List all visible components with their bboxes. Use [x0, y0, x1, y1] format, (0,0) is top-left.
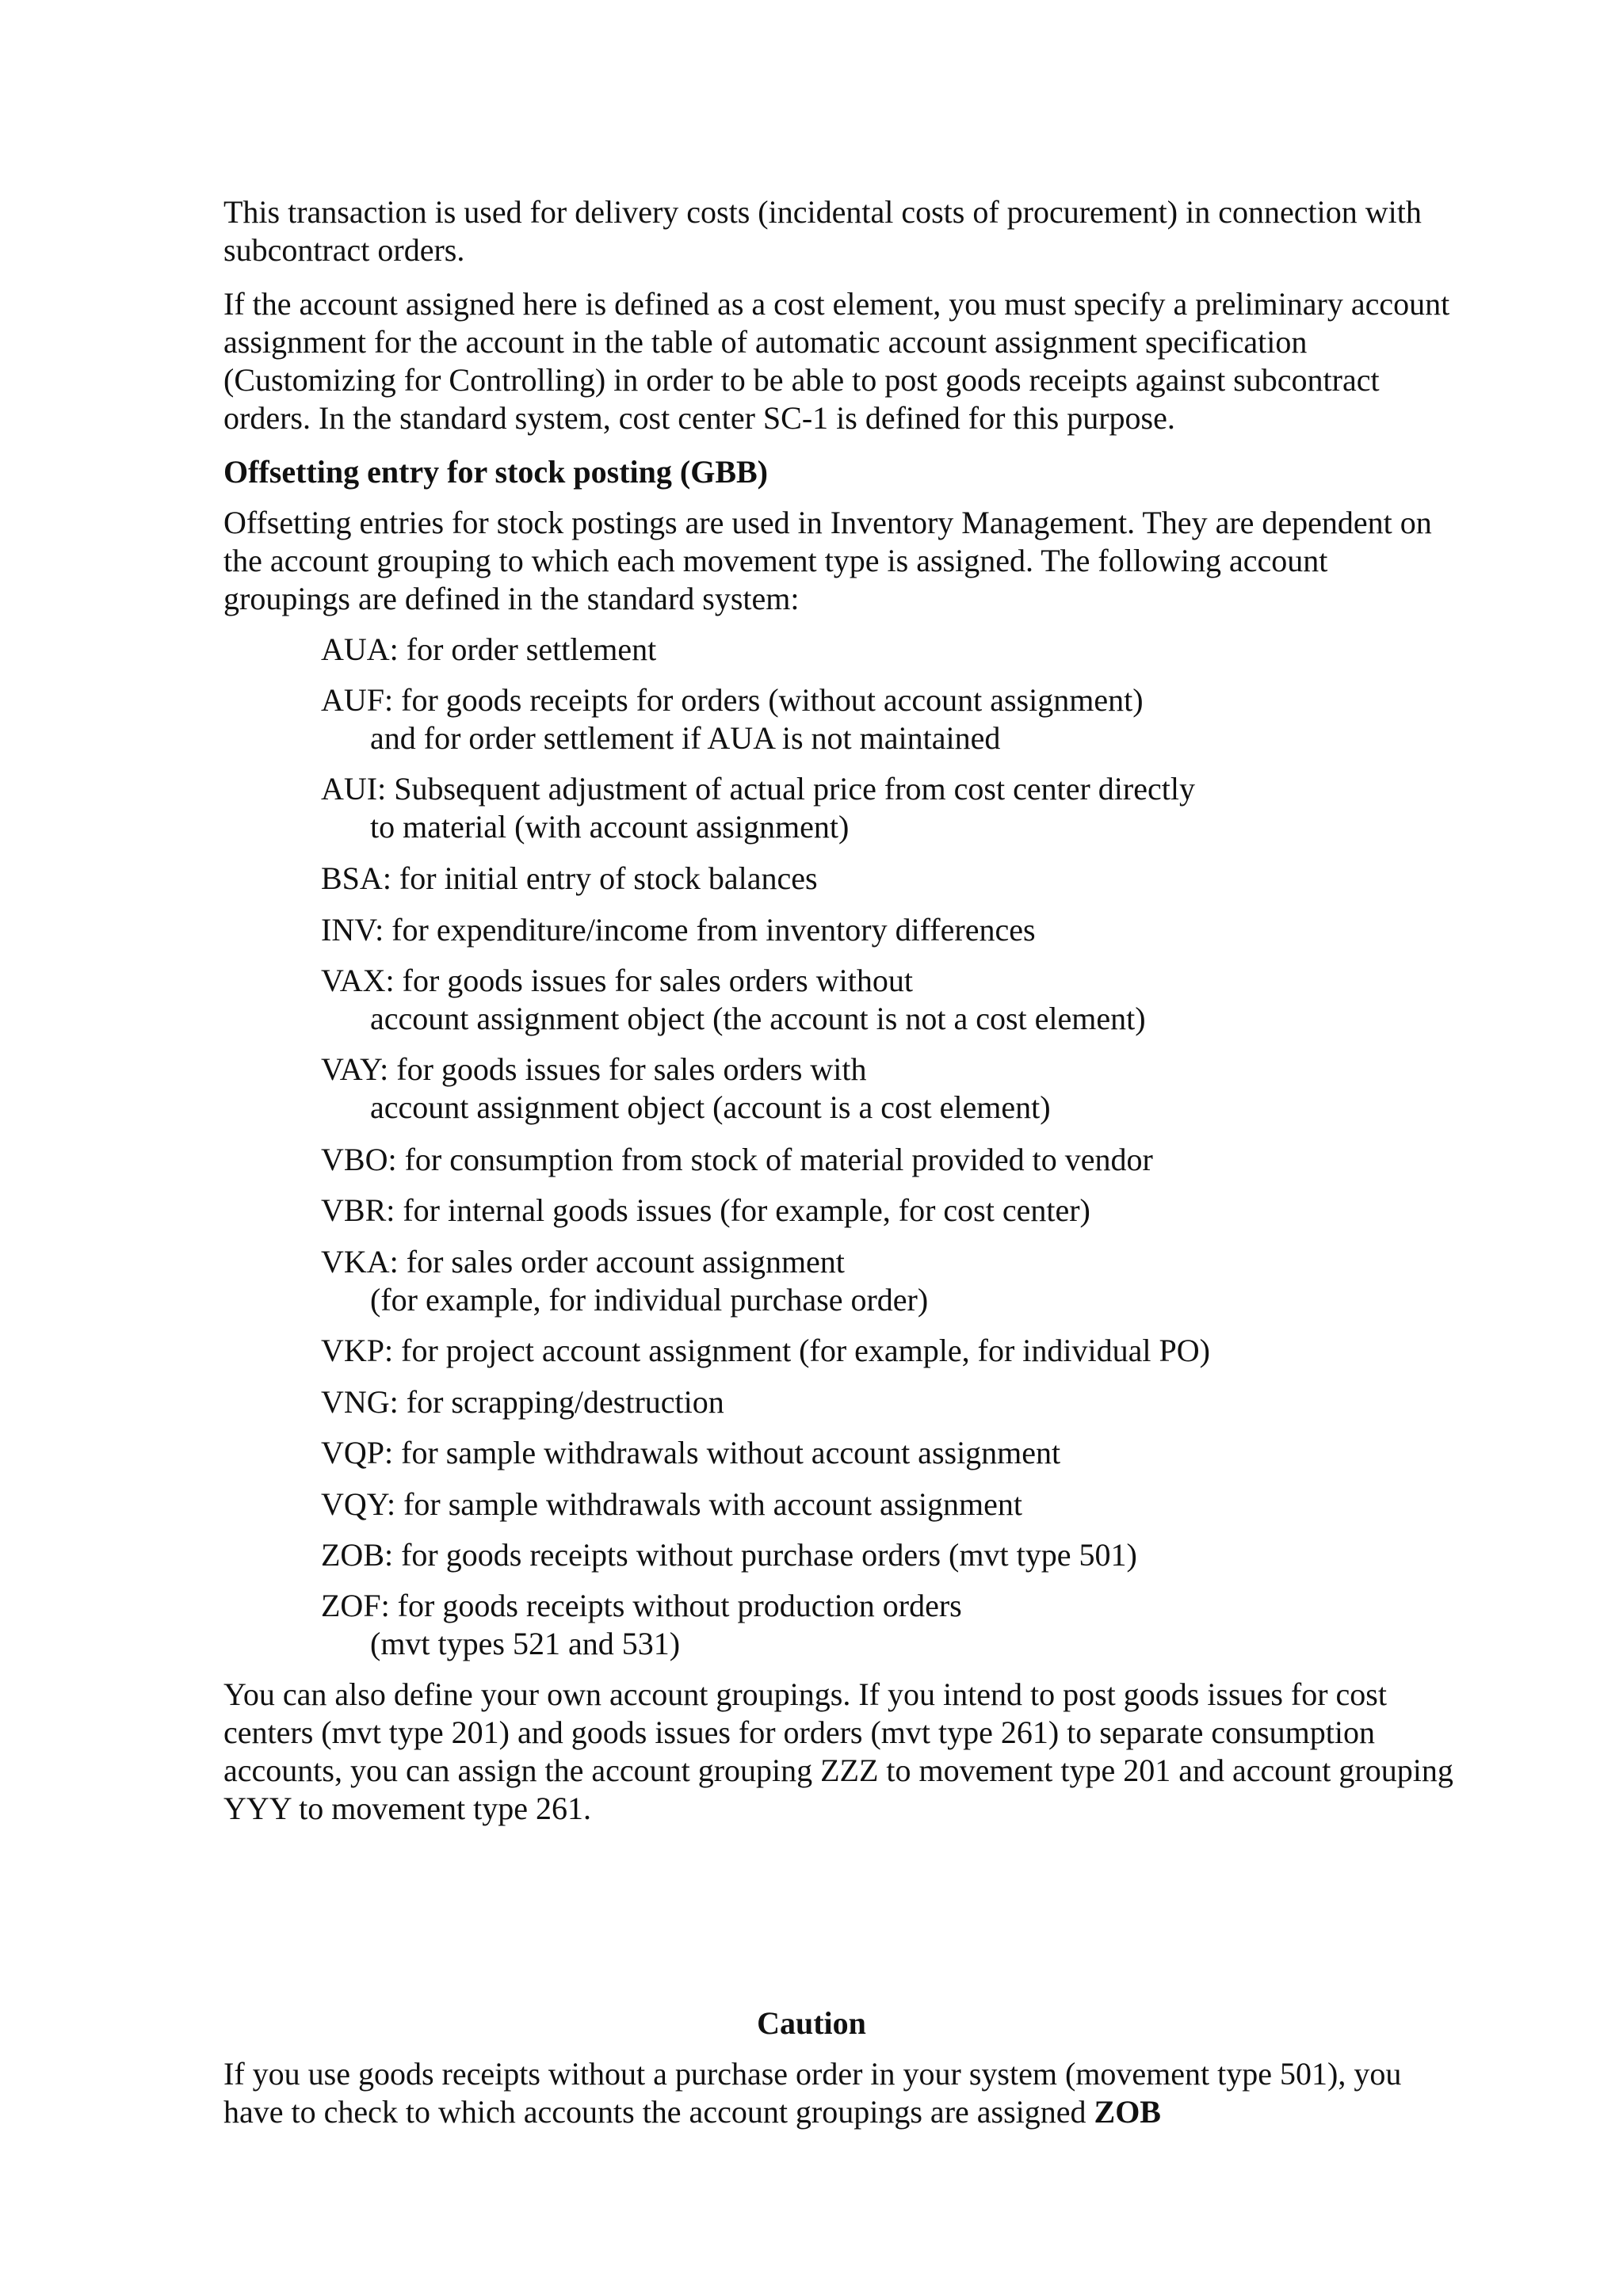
grouping-item-vay: [321, 1051, 1430, 1127]
grouping-item-continuation: to material (with account assignment): [370, 809, 850, 845]
grouping-item-zob: [321, 1536, 1430, 1574]
grouping-item-aui: [321, 770, 1430, 846]
grouping-item-line: VNG: for scrapping/destruction: [321, 1384, 724, 1420]
grouping-item-vng: [321, 1383, 1430, 1421]
grouping-item-vqp: [321, 1434, 1430, 1472]
grouping-item-line: ZOF: for goods receipts without production orders: [321, 1588, 962, 1623]
grouping-item-continuation: account assignment object (account is a cost element): [370, 1089, 1051, 1125]
grouping-item-line: VAX: for goods issues for sales orders without: [321, 963, 913, 998]
grouping-item-vqy: [321, 1486, 1430, 1524]
grouping-item-continuation: and for order settlement if AUA is not maintained: [370, 720, 1001, 756]
caution-heading: Caution: [757, 2005, 866, 2041]
grouping-item-continuation: (mvt types 521 and 531): [370, 1626, 681, 1661]
grouping-item-line: BSA: for initial entry of stock balances: [321, 860, 818, 896]
grouping-item-vbo: [321, 1141, 1430, 1179]
grouping-item-line: VBO: for consumption from stock of material provided to vendor: [321, 1142, 1153, 1177]
grouping-item-line: ZOB: for goods receipts without purchase orders (mvt type 501): [321, 1537, 1137, 1573]
grouping-item-continuation: account assignment object (the account is not a cost element): [370, 1001, 1146, 1036]
grouping-item-line: VKP: for project account assignment (for example, for individual PO): [321, 1333, 1210, 1368]
grouping-item-vax: [321, 962, 1430, 1038]
intro-paragraph-2: If the account assigned here is defined as a cost element, you must specify a preliminary account assignment for the account in the table of automatic account assignment specification (Customizing for Controlling) in order to be able to post goods receipts against subcontract orders. In the standard system, cost center SC-1 is defined for this purpose.: [223, 286, 1450, 436]
grouping-item-line: VQY: for sample withdrawals with account assignment: [321, 1486, 1023, 1522]
grouping-item-line: AUA: for order settlement: [321, 631, 657, 667]
grouping-item-line: VAY: for goods issues for sales orders with: [321, 1051, 867, 1087]
grouping-item-line: VKA: for sales order account assignment: [321, 1244, 845, 1280]
grouping-item-line: VBR: for internal goods issues (for example, for cost center): [321, 1192, 1090, 1228]
caution-paragraph: [223, 2055, 1460, 2131]
grouping-item-line: INV: for expenditure/income from inventory differences: [321, 912, 1036, 948]
section-intro-paragraph: Offsetting entries for stock postings are used in Inventory Management. They are dependent on the account grouping to which each movement type is assigned. The following account groupings are defined in the standard system:: [223, 505, 1432, 616]
grouping-item-inv: [321, 911, 1430, 949]
section-heading: Offsetting entry for stock posting (GBB): [223, 454, 768, 490]
grouping-item-aua: [321, 631, 1430, 669]
intro-paragraph-1: This transaction is used for delivery costs (incidental costs of procurement) in connection with subcontract orders.: [223, 194, 1422, 268]
grouping-item-line: AUI: Subsequent adjustment of actual price from cost center directly: [321, 771, 1195, 807]
grouping-item-vbr: [321, 1192, 1430, 1230]
section-outro-paragraph: You can also define your own account groupings. If you intend to post goods issues for cost centers (mvt type 201) and goods issues for orders (mvt type 261) to separate consumption accounts, you can assign the account grouping ZZZ to movement type 201 and account grouping YYY to movement type 261.: [223, 1676, 1453, 1826]
caution-text: If you use goods receipts without a purchase order in your system (movement type 501), you have to check to which accounts the account groupings are assigned: [223, 2056, 1402, 2130]
grouping-item-zof: [321, 1587, 1430, 1663]
grouping-item-line: AUF: for goods receipts for orders (without account assignment): [321, 682, 1144, 718]
grouping-item-line: VQP: for sample withdrawals without account assignment: [321, 1435, 1061, 1470]
grouping-item-vka: [321, 1243, 1430, 1319]
grouping-item-auf: [321, 681, 1430, 757]
grouping-item-vkp: [321, 1332, 1430, 1370]
grouping-item-continuation: (for example, for individual purchase order): [370, 1282, 929, 1318]
grouping-item-bsa: [321, 860, 1430, 898]
caution-bold-term: ZOB: [1094, 2094, 1161, 2130]
